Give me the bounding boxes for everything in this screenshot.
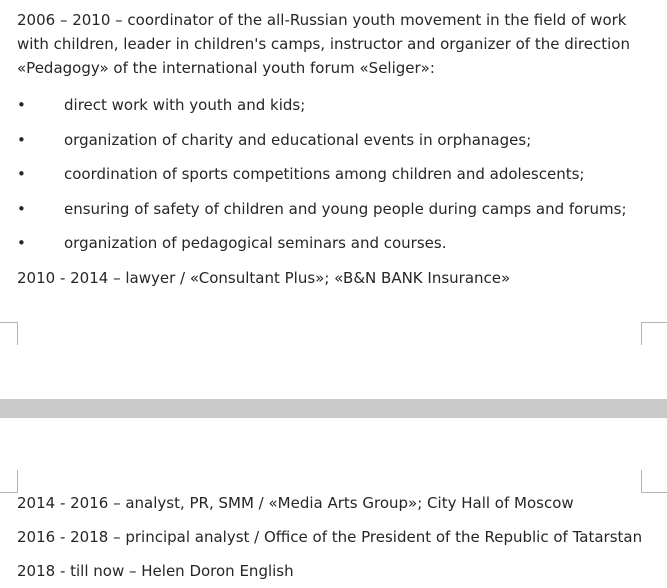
bullet-dot: • [17,96,26,114]
bullet-dot: • [17,234,26,252]
bullet-item-4: ensuring of safety of children and young people during camps and forums; [64,200,627,218]
bullet-item-1: direct work with youth and kids; [64,96,306,114]
page-break-gap [0,399,667,418]
entry-2016-2018: 2016 - 2018 – principal analyst / Office of the President of the Republic of Tatarstan [17,528,643,546]
bullet-item-5: organization of pedagogical seminars and courses. [64,234,447,252]
margin-corner-mark [0,470,18,493]
intro-line-2: with children, leader in children's camps, instructor and organizer of the direction [17,35,630,53]
intro-line-3: «Pedagogy» of the international youth forum «Seliger»: [17,59,435,77]
margin-corner-mark [0,322,18,345]
entry-2018-now: 2018 - till now – Helen Doron English [17,562,294,580]
margin-corner-mark [641,322,667,345]
intro-line-1: 2006 – 2010 – coordinator of the all-Russian youth movement in the field of work [17,11,627,29]
bullet-dot: • [17,131,26,149]
bullet-dot: • [17,165,26,183]
bullet-item-3: coordination of sports competitions among children and adolescents; [64,165,585,183]
bullet-dot: • [17,200,26,218]
entry-2014-2016: 2014 - 2016 – analyst, PR, SMM / «Media Arts Group»; City Hall of Moscow [17,494,574,512]
bullet-item-2: organization of charity and educational events in orphanages; [64,131,532,149]
margin-corner-mark [641,470,667,493]
entry-2010-2014: 2010 - 2014 – lawyer / «Consultant Plus»; «B&N BANK Insurance» [17,269,511,287]
